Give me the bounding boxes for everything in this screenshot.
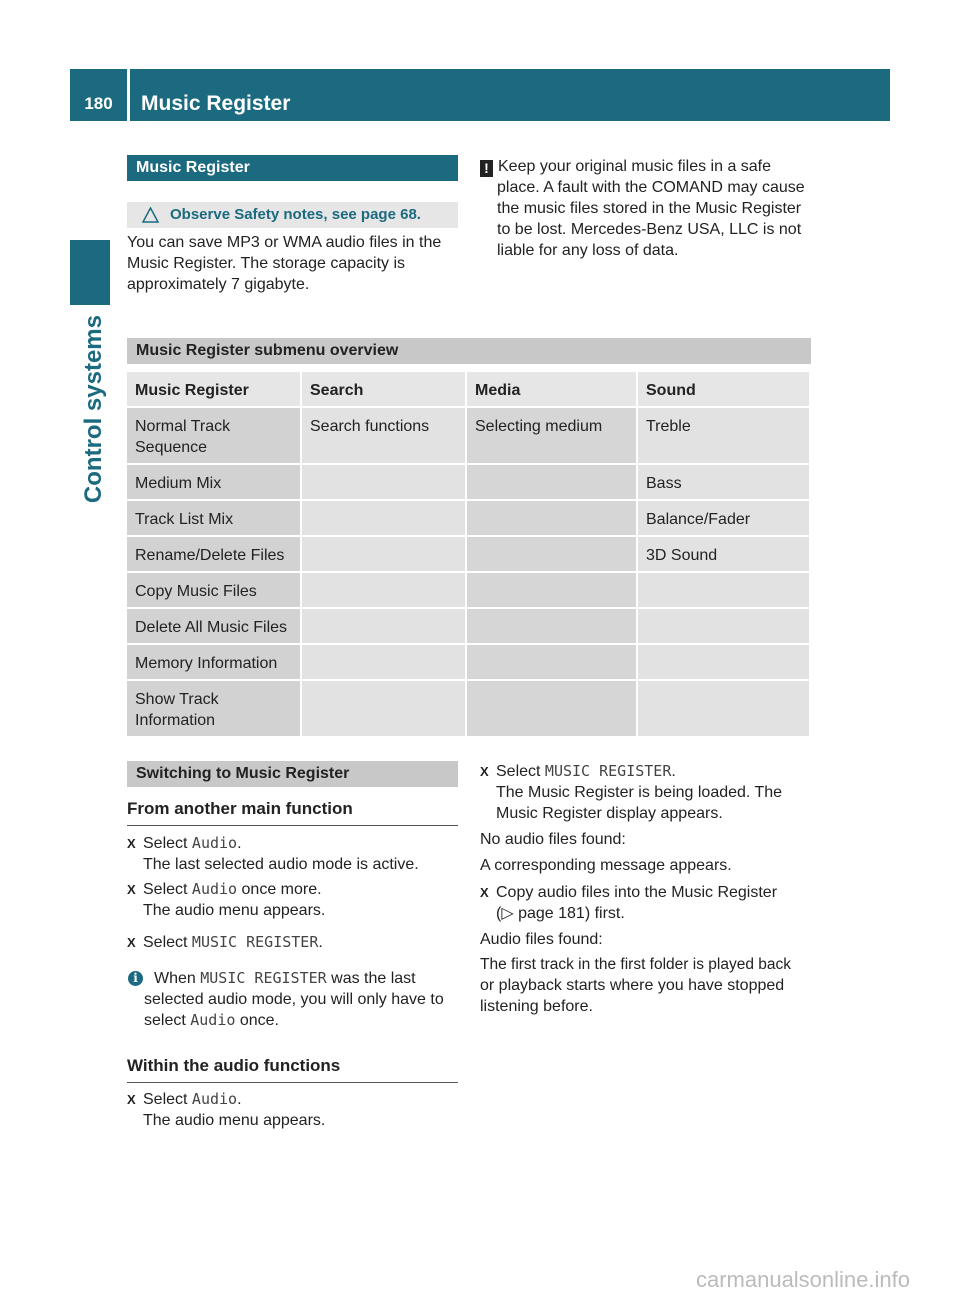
- step-copy-audio-files: [480, 882, 836, 924]
- table-cell: Rename/Delete Files: [127, 537, 302, 573]
- table-cell: Treble: [638, 408, 811, 465]
- table-cell: Copy Music Files: [127, 573, 302, 609]
- info-text: select: [144, 1012, 191, 1029]
- table-cell: Normal Track Sequence: [127, 408, 302, 465]
- step-select-music-register-right: [480, 761, 836, 824]
- code-text: MUSIC REGISTER: [544, 762, 672, 780]
- table-cell: [467, 609, 638, 645]
- note-line: the music files stored in the Music Register: [497, 200, 802, 217]
- note-line: liable for any loss of data.: [497, 242, 679, 259]
- table-cell: [302, 501, 467, 537]
- table-row: [127, 645, 811, 681]
- chapter-label: Control systems: [80, 315, 107, 504]
- intro-line: You can save MP3 or WMA audio files in the: [127, 234, 442, 251]
- step-result: The audio menu appears.: [143, 1112, 326, 1129]
- step-text: .: [671, 763, 676, 780]
- note-line: Keep your original music files in a safe: [498, 158, 772, 175]
- table-cell: Search functions: [302, 408, 467, 465]
- step-result: The audio menu appears.: [143, 902, 326, 919]
- column-header: Search: [302, 372, 467, 408]
- page-header: [70, 69, 890, 121]
- subheading-audio-functions: Within the audio functions: [127, 1054, 458, 1083]
- step-select-audio: [127, 833, 483, 875]
- subheading-main-function: From another main function: [127, 797, 458, 826]
- table-cell: [302, 609, 467, 645]
- table-cell: Balance/Fader: [638, 501, 811, 537]
- table-row: [127, 465, 811, 501]
- column-header: Sound: [638, 372, 811, 408]
- table-cell: [638, 681, 811, 738]
- table-cell: [467, 537, 638, 573]
- step-text: Select: [143, 934, 192, 951]
- step-result: The Music Register is being loaded. The: [496, 784, 783, 801]
- step-marker-icon: X: [127, 882, 136, 897]
- code-text: Audio: [191, 834, 238, 852]
- code-text: Audio: [191, 880, 238, 898]
- header-divider: [127, 69, 130, 121]
- table-cell: [302, 465, 467, 501]
- table-cell: Show Track Information: [127, 681, 302, 738]
- note-line: place. A fault with the COMAND may cause: [497, 179, 805, 196]
- exclamation-icon: !: [480, 160, 493, 177]
- safety-warning: [127, 202, 458, 228]
- step-text: Select: [143, 1091, 192, 1108]
- step-marker-icon: X: [127, 836, 136, 851]
- step-result: Music Register display appears.: [496, 805, 723, 822]
- step-select-audio-within: [127, 1089, 483, 1131]
- table-cell: [467, 573, 638, 609]
- table-row: [127, 609, 811, 645]
- table-cell: [302, 681, 467, 738]
- table-cell: [467, 681, 638, 738]
- code-text: MUSIC REGISTER: [191, 933, 319, 951]
- table-cell: [302, 537, 467, 573]
- files-found-label: Audio files found:: [480, 931, 603, 948]
- code-text: Audio: [190, 1011, 236, 1029]
- table-cell: Delete All Music Files: [127, 609, 302, 645]
- intro-line: approximately 7 gigabyte.: [127, 276, 310, 293]
- info-text: When: [154, 970, 201, 987]
- no-files-message: A corresponding message appears.: [480, 857, 732, 874]
- paragraph-line: The first track in the first folder is played back: [480, 956, 791, 973]
- info-note: [127, 968, 467, 1031]
- intro-line: Music Register. The storage capacity is: [127, 255, 406, 272]
- overview-heading: Music Register submenu overview: [127, 338, 811, 364]
- step-text: Select: [496, 763, 545, 780]
- table-cell: [638, 645, 811, 681]
- step-text: .: [237, 1091, 242, 1108]
- info-text: was the last: [326, 970, 416, 987]
- table-cell: [302, 645, 467, 681]
- watermark: carmanualsonline.info: [695, 1267, 910, 1292]
- table-row: [127, 501, 811, 537]
- switching-heading: Switching to Music Register: [127, 761, 458, 787]
- table-cell: [638, 609, 811, 645]
- warning-triangle-icon: [142, 207, 159, 223]
- page-title: Music Register: [141, 92, 291, 115]
- table-cell: Track List Mix: [127, 501, 302, 537]
- step-marker-icon: X: [480, 764, 489, 779]
- step-text: Select: [143, 835, 192, 852]
- music-register-heading: Music Register: [127, 155, 458, 181]
- paragraph-line: or playback starts where you have stopped: [480, 977, 785, 994]
- intro-paragraph: [127, 232, 467, 295]
- table-cell: [467, 501, 638, 537]
- step-select-music-register: [127, 932, 483, 953]
- step-marker-icon: X: [127, 1092, 136, 1107]
- code-text: Audio: [191, 1090, 238, 1108]
- table-cell: Memory Information: [127, 645, 302, 681]
- step-text: .: [237, 835, 242, 852]
- info-icon: i: [128, 971, 143, 986]
- column-header: Media: [467, 372, 638, 408]
- page-reference: (▷ page 181) first.: [496, 905, 625, 922]
- step-marker-icon: X: [127, 935, 136, 950]
- table-cell: [467, 645, 638, 681]
- table-cell: Medium Mix: [127, 465, 302, 501]
- step-text: Copy audio files into the Music Register: [496, 884, 778, 901]
- table-cell: [302, 573, 467, 609]
- table-row: [127, 573, 811, 609]
- table-row: [127, 408, 811, 465]
- table-row: [127, 681, 811, 738]
- note-line: to be lost. Mercedes-Benz USA, LLC is not: [497, 221, 802, 238]
- no-files-label: No audio files found:: [480, 831, 626, 848]
- code-text: MUSIC REGISTER: [200, 969, 327, 987]
- safety-warning-text: Observe Safety notes, see page 68.: [170, 206, 421, 223]
- info-text: once.: [235, 1012, 279, 1029]
- files-found-paragraph: [480, 954, 825, 1017]
- caution-note: [480, 156, 820, 261]
- info-text: selected audio mode, you will only have to: [144, 991, 444, 1008]
- table-header-row: [127, 372, 811, 408]
- step-text: once more.: [237, 881, 322, 898]
- table-cell: [638, 573, 811, 609]
- submenu-table: [127, 372, 811, 738]
- paragraph-line: listening before.: [480, 998, 593, 1015]
- table-cell: 3D Sound: [638, 537, 811, 573]
- column-header: Music Register: [127, 372, 302, 408]
- step-result: The last selected audio mode is active.: [143, 856, 419, 873]
- chapter-tab: [70, 240, 110, 305]
- step-select-audio-again: [127, 879, 483, 921]
- table-cell: Bass: [638, 465, 811, 501]
- step-text: Select: [143, 881, 192, 898]
- table-row: [127, 537, 811, 573]
- step-text: .: [318, 934, 323, 951]
- page-number: 180: [84, 94, 113, 113]
- table-cell: [467, 465, 638, 501]
- step-marker-icon: X: [480, 885, 489, 900]
- table-cell: Selecting medium: [467, 408, 638, 465]
